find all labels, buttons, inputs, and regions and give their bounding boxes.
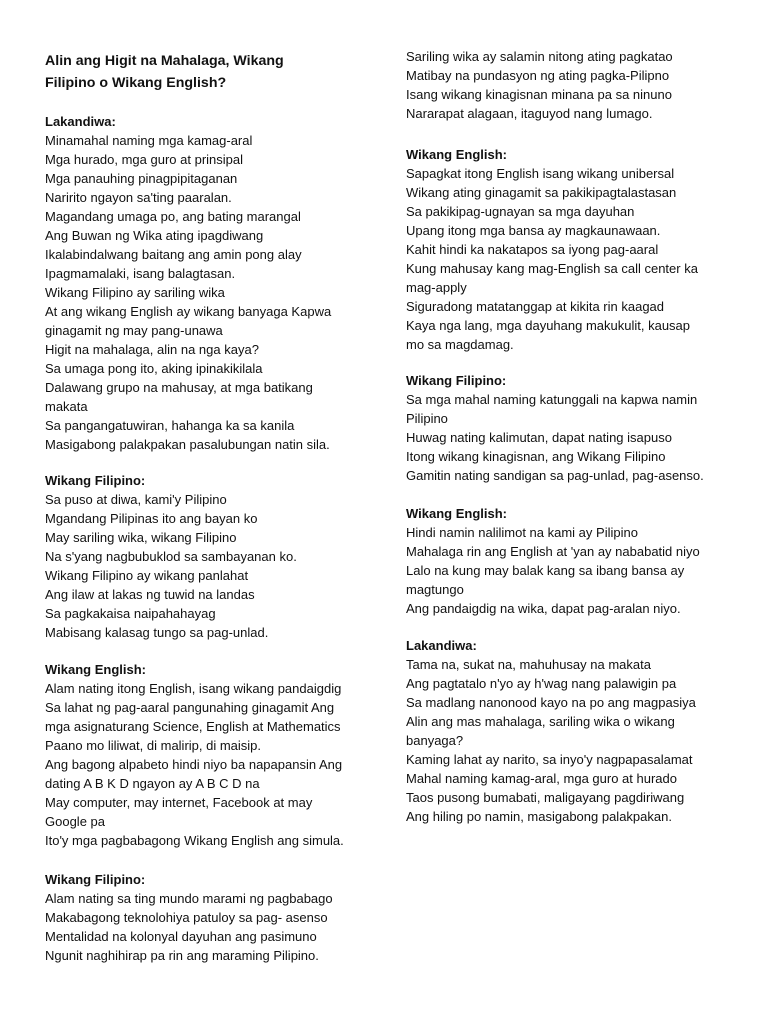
verse-line: banyaga?: [406, 733, 464, 748]
verse-line: Mahalaga rin ang English at 'yan ay nababatid niyo: [406, 544, 700, 559]
verse-line: Lalo na kung may balak kang sa ibang bansa ay: [406, 563, 685, 578]
verse-line: May sariling wika, wikang Filipino: [45, 530, 237, 545]
verse-line: magtungo: [406, 582, 464, 597]
verse-line: Mgandang Pilipinas ito ang bayan ko: [45, 511, 258, 526]
verse-line: Ang bagong alpabeto hindi niyo ba napapansin Ang: [45, 757, 343, 772]
verse-line: mo sa magdamag.: [406, 337, 514, 352]
verse-line: Itong wikang kinagisnan, ang Wikang Filipino: [406, 449, 666, 464]
verse-line: Taos pusong bumabati, maligayang pagdiriwang: [406, 790, 685, 805]
verse-line: Ikalabindalwang baitang ang amin pong alay: [45, 247, 302, 262]
speaker-label: Lakandiwa:: [45, 114, 116, 129]
verse-line: Isang wikang kinagisnan minana pa sa ninuno: [406, 87, 672, 102]
verse-line: Google pa: [45, 814, 105, 829]
verse-line: Upang itong mga bansa ay magkaunawaan.: [406, 223, 661, 238]
verse-line: Sa lahat ng pag-aaral pangunahing ginagamit Ang: [45, 700, 335, 715]
verse-line: ginagamit ng may pang-unawa: [45, 323, 223, 338]
verse-line: Tama na, sukat na, mahuhusay na makata: [406, 657, 651, 672]
dialogue-section: [406, 47, 741, 123]
verse-line: Ang ilaw at lakas ng tuwid na landas: [45, 587, 255, 602]
verse-line: makata: [45, 399, 88, 414]
dialogue-section: [406, 145, 741, 354]
verse-line: Naririto ngayon sa'ting paaralan.: [45, 190, 232, 205]
verse-line: Magandang umaga po, ang bating marangal: [45, 209, 301, 224]
verse-line: Nararapat alagaan, itaguyod nang lumago.: [406, 106, 653, 121]
verse-line: Sa pakikipag-ugnayan sa mga dayuhan: [406, 204, 635, 219]
verse-line: Sa umaga pong ito, aking ipinakikilala: [45, 361, 263, 376]
verse-line: Ang pagtatalo n'yo ay h'wag nang palawigin pa: [406, 676, 677, 691]
verse-line: Masigabong palakpakan pasalubungan natin sila.: [45, 437, 330, 452]
verse-line: Sa madlang nanonood kayo na po ang magpasiya: [406, 695, 696, 710]
verse-line: Wikang ating ginagamit sa pakikipagtalastasan: [406, 185, 677, 200]
verse-line: Matibay na pundasyon ng ating pagka-Pilipno: [406, 68, 670, 83]
verse-line: Alam nating itong English, isang wikang pandaigdig: [45, 681, 342, 696]
verse-line: Sa puso at diwa, kami'y Pilipino: [45, 492, 227, 507]
dialogue-section: [406, 504, 741, 618]
verse-line: Sariling wika ay salamin nitong ating pagkatao: [406, 49, 673, 64]
verse-line: Kaming lahat ay narito, sa inyo'y nagpapasalamat: [406, 752, 693, 767]
verse-line: Minamahal naming mga kamag-aral: [45, 133, 253, 148]
verse-line: mag-apply: [406, 280, 467, 295]
verse-line: Kung mahusay kang mag-English sa call center ka: [406, 261, 698, 276]
verse-line: At ang wikang English ay wikang banyaga Kapwa: [45, 304, 332, 319]
verse-line: Mahal naming kamag-aral, mga guro at hurado: [406, 771, 677, 786]
verse-line: Higit na mahalaga, alin na nga kaya?: [45, 342, 259, 357]
verse-line: Sapagkat itong English isang wikang unibersal: [406, 166, 675, 181]
verse-line: Ang pandaigdig na wika, dapat pag-aralan niyo.: [406, 601, 681, 616]
verse-line: Makabagong teknolohiya patuloy sa pag- asenso: [45, 910, 328, 925]
speaker-label: Wikang Filipino:: [45, 473, 146, 488]
dialogue-section: [406, 371, 741, 485]
verse-line: Alin ang mas mahalaga, sariling wika o wikang: [406, 714, 675, 729]
dialogue-section: [45, 471, 365, 642]
verse-line: Sa pangangatuwiran, hahanga ka sa kanila: [45, 418, 295, 433]
verse-line: Sa mga mahal naming katunggali na kapwa namin: [406, 392, 698, 407]
verse-line: Pilipino: [406, 411, 448, 426]
verse-line: Mentalidad na kolonyal dayuhan ang pasimuno: [45, 929, 317, 944]
verse-line: Ang Buwan ng Wika ating ipagdiwang: [45, 228, 264, 243]
verse-line: Mga hurado, mga guro at prinsipal: [45, 152, 244, 167]
speaker-label: Wikang English:: [45, 662, 146, 677]
verse-line: Alam nating sa ting mundo marami ng pagbabago: [45, 891, 333, 906]
verse-line: Wikang Filipino ay sariling wika: [45, 285, 225, 300]
verse-line: Siguradong matatanggap at kikita rin kaagad: [406, 299, 665, 314]
verse-line: Na s'yang nagbubuklod sa sambayanan ko.: [45, 549, 297, 564]
verse-line: Ngunit naghihirap pa rin ang maraming Pilipino.: [45, 948, 319, 963]
verse-line: Hindi namin nalilimot na kami ay Pilipino: [406, 525, 638, 540]
verse-line: Paano mo liliwat, di malirip, di maisip.: [45, 738, 262, 753]
speaker-label: Lakandiwa:: [406, 638, 477, 653]
title-line-2: Filipino o Wikang English?: [45, 75, 227, 91]
speaker-label: Wikang English:: [406, 147, 507, 162]
verse-line: Ipagmamalaki, isang balagtasan.: [45, 266, 236, 281]
verse-line: Sa pagkakaisa naipahahayag: [45, 606, 216, 621]
verse-line: May computer, may internet, Facebook at may: [45, 795, 313, 810]
speaker-label: Wikang Filipino:: [406, 373, 507, 388]
speaker-label: Wikang English:: [406, 506, 507, 521]
dialogue-section: [45, 870, 365, 965]
verse-line: Kaya nga lang, mga dayuhang makukulit, kausap: [406, 318, 691, 333]
verse-line: Wikang Filipino ay wikang panlahat: [45, 568, 249, 583]
verse-line: Mga panauhing pinagpipitaganan: [45, 171, 238, 186]
document-title: [45, 50, 365, 94]
verse-line: dating A B K D ngayon ay A B C D na: [45, 776, 260, 791]
verse-line: Gamitin nating sandigan sa pag-unlad, pag-asenso.: [406, 468, 704, 483]
verse-line: Kahit hindi ka nakatapos sa iyong pag-aaral: [406, 242, 659, 257]
verse-line: Ang hiling po namin, masigabong palakpakan.: [406, 809, 672, 824]
verse-line: Huwag nating kalimutan, dapat nating isapuso: [406, 430, 672, 445]
verse-line: Ito'y mga pagbabagong Wikang English ang simula.: [45, 833, 344, 848]
verse-line: Dalawang grupo na mahusay, at mga batikang: [45, 380, 313, 395]
speaker-label: Wikang Filipino:: [45, 872, 146, 887]
verse-line: Mabisang kalasag tungo sa pag-unlad.: [45, 625, 269, 640]
dialogue-section: [45, 660, 365, 850]
dialogue-section: [45, 112, 365, 454]
verse-line: mga asignaturang Science, English at Mathematics: [45, 719, 341, 734]
dialogue-section: [406, 636, 741, 826]
title-line-1: Alin ang Higit na Mahalaga, Wikang: [45, 53, 284, 69]
